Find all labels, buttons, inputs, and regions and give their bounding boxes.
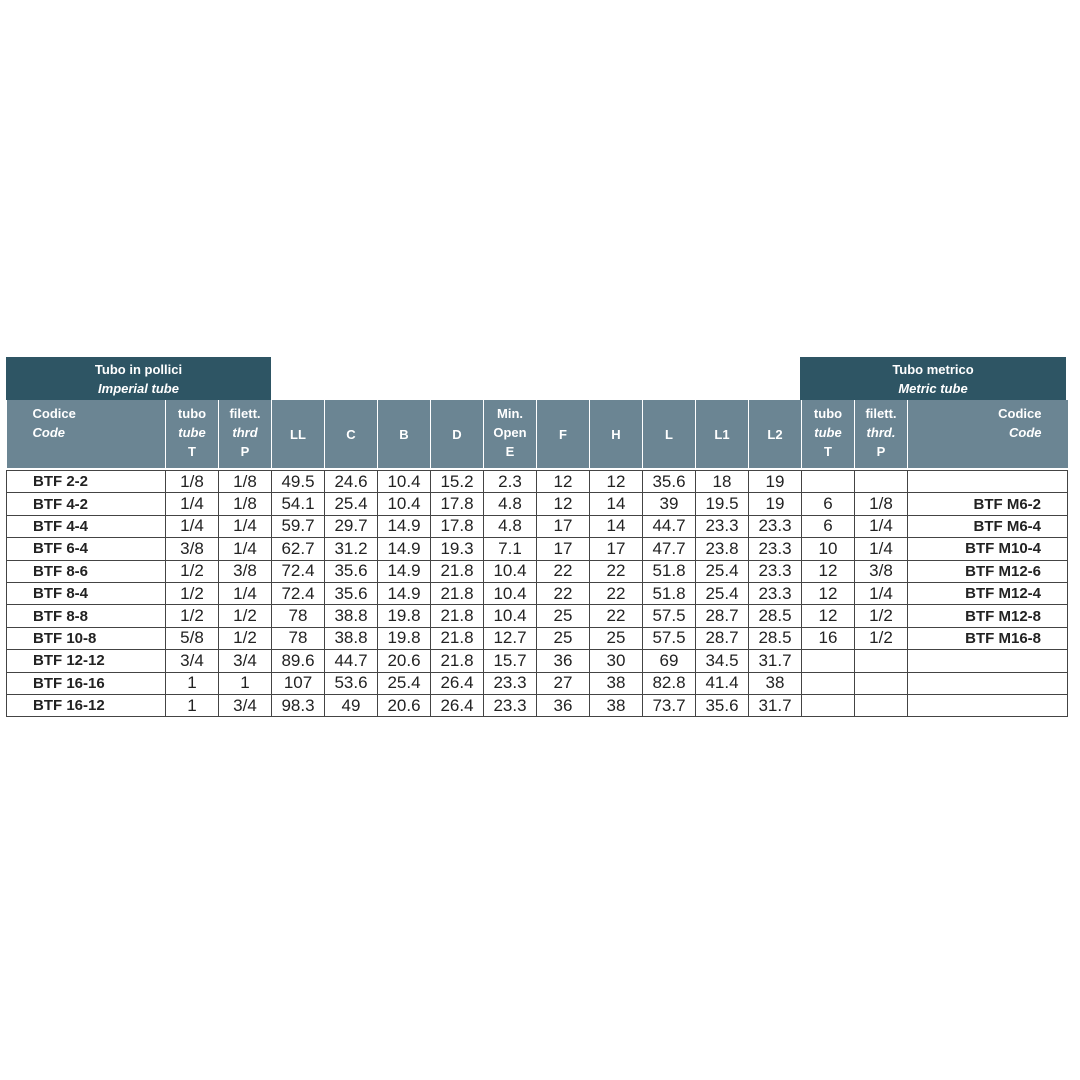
dimension-table [6, 400, 1068, 717]
table-cell: 14 [590, 493, 643, 515]
table-cell: 12 [537, 471, 590, 493]
table-cell [802, 694, 855, 716]
table-cell: 24.6 [325, 471, 378, 493]
code-metric-cell: BTF M12-4 [908, 582, 1068, 604]
col-header-symbol: P [876, 444, 886, 459]
table-cell: 7.1 [484, 538, 537, 560]
code-metric-cell [908, 650, 1068, 672]
col-header-filett-imperial [219, 400, 272, 468]
table-cell: 3/8 [166, 538, 219, 560]
table-cell: 19 [749, 471, 802, 493]
col-header-codice-metric [908, 400, 1068, 468]
table-cell [855, 650, 908, 672]
col-header-ll: LL [272, 400, 325, 468]
table-cell [855, 471, 908, 493]
table-row [7, 650, 1068, 672]
table-row [7, 605, 1068, 627]
table-cell: 78 [272, 605, 325, 627]
table-cell: 10.4 [484, 560, 537, 582]
table-cell: 1/4 [219, 515, 272, 537]
table-cell: 44.7 [643, 515, 696, 537]
table-cell: 12 [802, 582, 855, 604]
table-cell: 17 [590, 538, 643, 560]
col-header-label: Open [493, 425, 527, 440]
table-cell [855, 672, 908, 694]
code-metric-cell: BTF M6-2 [908, 493, 1068, 515]
table-cell: 1/2 [855, 605, 908, 627]
col-header-tubo-imperial [166, 400, 219, 468]
table-cell: 1/2 [166, 582, 219, 604]
table-cell: 25 [537, 605, 590, 627]
col-header-label-en: thrd [232, 425, 258, 440]
col-header-l2: L2 [749, 400, 802, 468]
table-cell: 1/8 [166, 471, 219, 493]
table-cell: 3/4 [219, 694, 272, 716]
code-imperial-cell: BTF 16-16 [7, 672, 166, 694]
table-cell: 20.6 [378, 650, 431, 672]
col-header-symbol: T [824, 444, 832, 459]
col-header-label-en: tube [178, 425, 206, 440]
table-cell: 22 [590, 605, 643, 627]
table-cell: 2.3 [484, 471, 537, 493]
table-cell: 31.2 [325, 538, 378, 560]
col-header-label-en: Code [32, 425, 65, 440]
table-cell: 34.5 [696, 650, 749, 672]
table-cell: 21.8 [431, 650, 484, 672]
col-header-label: tubo [813, 406, 843, 421]
table-cell: 1/8 [855, 493, 908, 515]
table-cell: 1/4 [219, 582, 272, 604]
table-cell: 49 [325, 694, 378, 716]
table-cell: 27 [537, 672, 590, 694]
table-cell: 1/2 [855, 627, 908, 649]
code-imperial-cell: BTF 4-2 [7, 493, 166, 515]
table-cell: 38 [590, 672, 643, 694]
table-cell: 1/4 [166, 515, 219, 537]
table-row [7, 672, 1068, 694]
group-header-row [6, 357, 1066, 400]
table-cell: 72.4 [272, 582, 325, 604]
table-cell: 38 [749, 672, 802, 694]
code-imperial-cell: BTF 8-8 [7, 605, 166, 627]
table-cell [802, 672, 855, 694]
col-header-c: C [325, 400, 378, 468]
table-cell: 12 [802, 560, 855, 582]
table-cell: 38.8 [325, 627, 378, 649]
table-cell: 36 [537, 694, 590, 716]
table-cell: 10 [802, 538, 855, 560]
column-header-row [7, 400, 1068, 468]
col-header-l: L [643, 400, 696, 468]
metric-tube-group-header [800, 357, 1066, 400]
table-cell: 1/2 [219, 605, 272, 627]
table-cell: 29.7 [325, 515, 378, 537]
col-header-f: F [537, 400, 590, 468]
table-cell: 6 [802, 515, 855, 537]
code-imperial-cell: BTF 16-12 [7, 694, 166, 716]
col-header-label: filett. [229, 406, 261, 421]
table-cell: 1/8 [219, 471, 272, 493]
table-cell [855, 694, 908, 716]
table-cell: 1 [219, 672, 272, 694]
table-cell: 3/4 [166, 650, 219, 672]
table-cell: 10.4 [378, 471, 431, 493]
table-cell: 14.9 [378, 582, 431, 604]
table-cell: 1/4 [219, 538, 272, 560]
table-cell: 12 [537, 493, 590, 515]
table-cell: 73.7 [643, 694, 696, 716]
table-cell: 25 [590, 627, 643, 649]
table-cell: 28.5 [749, 627, 802, 649]
table-cell: 57.5 [643, 627, 696, 649]
col-header-label-en: tube [814, 425, 842, 440]
table-cell: 41.4 [696, 672, 749, 694]
table-cell: 15.7 [484, 650, 537, 672]
table-cell: 5/8 [166, 627, 219, 649]
table-cell: 25.4 [325, 493, 378, 515]
col-header-label: filett. [865, 406, 897, 421]
table-cell: 1/4 [855, 515, 908, 537]
table-cell: 26.4 [431, 672, 484, 694]
table-cell: 51.8 [643, 582, 696, 604]
table-cell: 12.7 [484, 627, 537, 649]
code-metric-cell: BTF M12-6 [908, 560, 1068, 582]
table-cell: 14 [590, 515, 643, 537]
col-header-symbol: T [188, 444, 196, 459]
col-header-label: Codice [998, 406, 1042, 421]
table-cell: 69 [643, 650, 696, 672]
table-cell: 23.3 [484, 672, 537, 694]
code-imperial-cell: BTF 8-4 [7, 582, 166, 604]
col-header-min-open [484, 400, 537, 468]
table-cell: 14.9 [378, 560, 431, 582]
table-cell: 19.8 [378, 627, 431, 649]
table-cell: 21.8 [431, 560, 484, 582]
table-cell: 19.5 [696, 493, 749, 515]
col-header-codice-imperial [7, 400, 166, 468]
table-cell: 4.8 [484, 493, 537, 515]
table-cell: 3/8 [219, 560, 272, 582]
table-cell: 38.8 [325, 605, 378, 627]
code-metric-cell: BTF M10-4 [908, 538, 1068, 560]
table-cell: 89.6 [272, 650, 325, 672]
table-cell: 49.5 [272, 471, 325, 493]
code-metric-cell: BTF M6-4 [908, 515, 1068, 537]
code-imperial-cell: BTF 4-4 [7, 515, 166, 537]
table-cell: 36 [537, 650, 590, 672]
table-row [7, 515, 1068, 537]
table-cell: 12 [802, 605, 855, 627]
table-row [7, 538, 1068, 560]
table-cell: 22 [590, 582, 643, 604]
table-cell: 98.3 [272, 694, 325, 716]
table-row [7, 560, 1068, 582]
table-cell: 35.6 [325, 582, 378, 604]
table-cell: 25 [537, 627, 590, 649]
table-cell: 18 [696, 471, 749, 493]
table-cell: 1/2 [166, 560, 219, 582]
code-imperial-cell: BTF 10-8 [7, 627, 166, 649]
table-cell: 62.7 [272, 538, 325, 560]
table-cell: 21.8 [431, 627, 484, 649]
table-row [7, 493, 1068, 515]
table-cell: 57.5 [643, 605, 696, 627]
table-cell: 107 [272, 672, 325, 694]
table-cell: 54.1 [272, 493, 325, 515]
table-cell: 23.3 [749, 538, 802, 560]
table-cell: 21.8 [431, 605, 484, 627]
table-cell: 17 [537, 538, 590, 560]
table-cell: 15.2 [431, 471, 484, 493]
table-row [7, 694, 1068, 716]
table-cell: 23.8 [696, 538, 749, 560]
table-cell: 82.8 [643, 672, 696, 694]
table-cell: 28.5 [749, 605, 802, 627]
col-header-label-en: thrd. [866, 425, 896, 440]
table-cell: 4.8 [484, 515, 537, 537]
code-imperial-cell: BTF 2-2 [7, 471, 166, 493]
table-cell: 72.4 [272, 560, 325, 582]
table-cell: 26.4 [431, 694, 484, 716]
table-cell: 39 [643, 493, 696, 515]
imperial-group-label-it: Tubo in pollici [94, 361, 183, 377]
col-header-l1: L1 [696, 400, 749, 468]
table-cell: 44.7 [325, 650, 378, 672]
table-cell: 10.4 [378, 493, 431, 515]
code-metric-cell: BTF M16-8 [908, 627, 1068, 649]
table-cell: 47.7 [643, 538, 696, 560]
table-cell: 1/4 [855, 538, 908, 560]
table-cell: 38 [590, 694, 643, 716]
table-cell: 17 [537, 515, 590, 537]
table-cell: 17.8 [431, 515, 484, 537]
table-cell: 23.3 [749, 560, 802, 582]
table-body [7, 471, 1068, 717]
col-header-tubo-metric [802, 400, 855, 468]
table-cell: 28.7 [696, 627, 749, 649]
table-cell: 1/4 [855, 582, 908, 604]
table-cell: 10.4 [484, 582, 537, 604]
table-cell: 35.6 [643, 471, 696, 493]
col-header-h: H [590, 400, 643, 468]
table-cell: 35.6 [325, 560, 378, 582]
table-cell: 22 [537, 560, 590, 582]
table-cell: 19.8 [378, 605, 431, 627]
table-cell: 17.8 [431, 493, 484, 515]
table-cell: 1/2 [166, 605, 219, 627]
col-header-symbol: E [505, 444, 515, 459]
table-cell: 51.8 [643, 560, 696, 582]
table-cell: 3/8 [855, 560, 908, 582]
table-cell: 31.7 [749, 650, 802, 672]
col-header-b: B [378, 400, 431, 468]
table-cell: 14.9 [378, 515, 431, 537]
code-metric-cell: BTF M12-8 [908, 605, 1068, 627]
table-cell: 19 [749, 493, 802, 515]
table-row [7, 471, 1068, 493]
table-cell: 1/4 [166, 493, 219, 515]
metric-group-label-it: Tubo metrico [892, 361, 974, 377]
table-cell [802, 650, 855, 672]
table-cell: 59.7 [272, 515, 325, 537]
metric-group-label-en: Metric tube [898, 380, 968, 396]
code-imperial-cell: BTF 12-12 [7, 650, 166, 672]
table-row [7, 582, 1068, 604]
code-metric-cell [908, 471, 1068, 493]
table-cell: 23.3 [696, 515, 749, 537]
table-cell: 23.3 [484, 694, 537, 716]
table-cell: 10.4 [484, 605, 537, 627]
table-cell: 25.4 [378, 672, 431, 694]
table-cell [802, 471, 855, 493]
table-cell: 14.9 [378, 538, 431, 560]
table-cell: 22 [590, 560, 643, 582]
col-header-symbol: P [240, 444, 250, 459]
table-cell: 3/4 [219, 650, 272, 672]
table-cell: 1/8 [219, 493, 272, 515]
col-header-d: D [431, 400, 484, 468]
table-row [7, 627, 1068, 649]
table-cell: 78 [272, 627, 325, 649]
table-cell: 25.4 [696, 560, 749, 582]
table-cell: 22 [537, 582, 590, 604]
table-cell: 20.6 [378, 694, 431, 716]
code-imperial-cell: BTF 8-6 [7, 560, 166, 582]
imperial-group-label-en: Imperial tube [98, 380, 179, 396]
table-cell: 35.6 [696, 694, 749, 716]
col-header-filett-metric [855, 400, 908, 468]
table-cell: 1 [166, 672, 219, 694]
code-metric-cell [908, 694, 1068, 716]
table-cell: 31.7 [749, 694, 802, 716]
table-cell: 21.8 [431, 582, 484, 604]
imperial-tube-group-header [6, 357, 271, 400]
dimension-table-block [6, 357, 1066, 717]
code-metric-cell [908, 672, 1068, 694]
table-cell: 23.3 [749, 582, 802, 604]
col-header-label: Min. [497, 406, 523, 421]
table-cell: 16 [802, 627, 855, 649]
group-header-spacer [271, 357, 800, 400]
table-cell: 1 [166, 694, 219, 716]
col-header-label: tubo [177, 406, 207, 421]
table-cell: 19.3 [431, 538, 484, 560]
table-cell: 28.7 [696, 605, 749, 627]
table-cell: 12 [590, 471, 643, 493]
table-cell: 53.6 [325, 672, 378, 694]
table-cell: 25.4 [696, 582, 749, 604]
col-header-label: Codice [32, 406, 76, 421]
table-cell: 6 [802, 493, 855, 515]
table-cell: 1/2 [219, 627, 272, 649]
col-header-label-en: Code [1009, 425, 1042, 440]
code-imperial-cell: BTF 6-4 [7, 538, 166, 560]
table-cell: 23.3 [749, 515, 802, 537]
table-cell: 30 [590, 650, 643, 672]
